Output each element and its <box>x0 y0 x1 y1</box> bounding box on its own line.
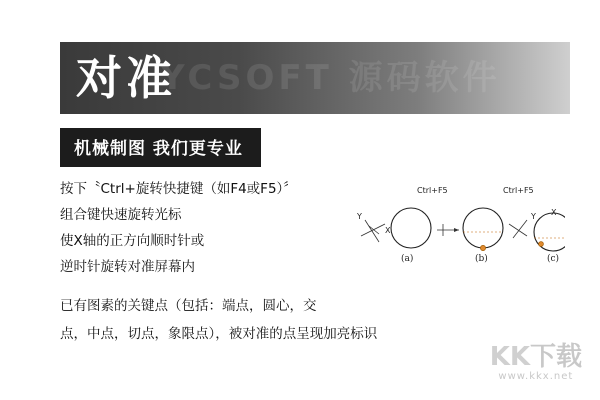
arrow-a-to-b <box>437 224 459 236</box>
circle-b <box>463 208 503 248</box>
figure-label-axis-x-c: X <box>551 208 557 217</box>
circle-a <box>391 208 431 248</box>
figure-label-axis-x: X <box>385 226 391 235</box>
logo-url-text: www.kkx.net <box>498 371 574 382</box>
body-line-1: 按下〝Ctrl+旋转快捷键（如F4或F5）〞 <box>60 181 297 197</box>
body-line-2: 组合键快速旋转光标 <box>60 207 182 223</box>
banner-watermark: YCSOFT 源码软件 <box>160 58 501 98</box>
body-paragraph-lower <box>60 292 530 348</box>
body-line-3: 使X轴的正方向顺时针或 <box>60 233 205 249</box>
body-line-4: 逆时针旋转对准屏幕内 <box>60 259 195 275</box>
logo-rest-text: 下载 <box>529 342 582 372</box>
figure-label-ctrl-f5-b: Ctrl+F5 <box>503 186 534 195</box>
body-lower-line-1: 已有图素的关键点（包括：端点，圆心，交 <box>60 298 317 314</box>
illustration-figure <box>355 186 565 280</box>
figure-caption-a: (a) <box>401 254 414 264</box>
highlight-point-b <box>480 245 485 250</box>
figure-svg <box>355 190 565 280</box>
arrow-b-to-c <box>509 220 527 238</box>
subtitle-bar <box>60 128 261 167</box>
figure-caption-c: (c) <box>547 254 560 264</box>
body-paragraph-upper <box>60 176 360 280</box>
axes-a <box>361 220 385 242</box>
subtitle-text: 机械制图 我们更专业 <box>74 139 243 159</box>
figure-label-axis-y-c: Y <box>531 212 536 221</box>
logo-kk-text: KK <box>489 342 530 372</box>
body-lower-line-2: 点，中点，切点，象限点），被对准的点呈现加亮标识 <box>60 326 378 342</box>
page-title: 对准 <box>76 51 176 105</box>
logo-main-text <box>490 343 582 371</box>
site-logo <box>490 343 582 382</box>
figure-label-axis-y: Y <box>357 212 362 221</box>
figure-label-ctrl-f5-a: Ctrl+F5 <box>417 186 448 195</box>
highlight-point-c <box>539 242 544 247</box>
figure-caption-b: (b) <box>475 254 488 264</box>
header-banner <box>60 42 570 114</box>
